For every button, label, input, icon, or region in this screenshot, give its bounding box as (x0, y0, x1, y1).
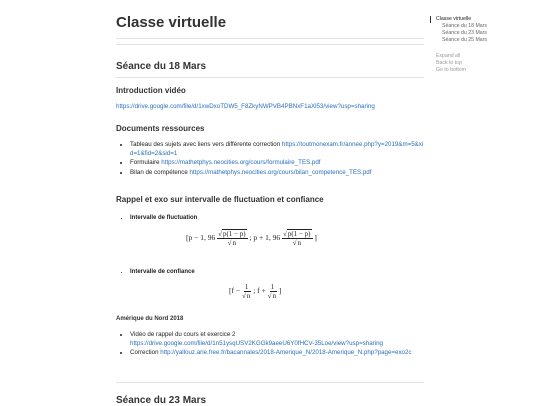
amerique-video-link[interactable]: https://drive.google.com/file/d/1n51ysqUSV2KGGk9aeeU6Y0fHCV-35Loe/view?usp=sharing (130, 339, 383, 347)
fluct-label: • Intervalle de fluctuation (130, 214, 426, 223)
confidence-formula: [f − $\frac{1}{√n}$ ; f + $\frac{1}{√n}$ ] (229, 283, 282, 300)
conf-label: • Intervalle de confiance (130, 268, 426, 277)
table-of-contents (430, 16, 530, 74)
list-item: • Tableau des sujets avec liens vers différente correction https://toutmonexam.fr/annee.php?y=2019&m=5&xid=1&fid=2&sid=1 (130, 141, 426, 158)
intro-video-link[interactable]: https://drive.google.com/file/d/1xwDxoTDW5_F8ZkyNWPVB4PBNxF1aXl53/view?usp=sharing (116, 103, 375, 110)
conf-list (116, 268, 426, 278)
section-heading-seance-18: Séance du 18 Mars (116, 61, 207, 72)
toc-item-seance-18[interactable]: Séance du 18 Mars (442, 23, 487, 29)
doc-link-formulaire[interactable]: https://mathetphys.neocities.org/cours/formulaire_TES.pdf (161, 159, 321, 166)
list-item: • Bilan de compétence https://mathetphys.neocities.org/cours/bilan_competence_TES.pdf (130, 169, 426, 178)
list-item: • Vidéo de rappel du cours et exercice 2 https://drive.google.com/file/d/1n51ysqUSV2KGGk9aeeU6Y0fHCV-35Loe/view?usp=sharing (130, 331, 426, 348)
fluctuation-formula: [p − 1, 96 $\frac{√p(1 - p)}{√n}$ ; p + 1, 96 $\frac{√p(1 - p)}{√n}$ ] (186, 230, 317, 247)
heading-rappel: Rappel et exo sur intervalle de fluctuation et confiance (116, 195, 324, 204)
section-heading-seance-23: Séance du 23 Mars (116, 395, 207, 406)
divider (116, 44, 424, 45)
heading-documents: Documents ressources (116, 124, 205, 133)
toc-expand-all[interactable]: Expand all (436, 53, 461, 59)
heading-introduction-video: Introduction vidéo (116, 86, 186, 95)
divider (116, 382, 424, 383)
fraction: $\frac{1}{√n}$ (241, 283, 251, 300)
divider (116, 77, 424, 78)
fluct-list (116, 214, 426, 224)
fraction: $\frac{√p(1 - p)}{√n}$ (283, 230, 311, 247)
fraction: $\frac{√p(1 - p)}{√n}$ (218, 230, 246, 247)
fraction: $\frac{1}{√n}$ (267, 283, 276, 300)
amerique-correction-link[interactable]: http://yallouz.arie.free.fr/bacannales/2018-Amerique_N/2018-Amerique_N.php?page=exo2c (160, 349, 412, 356)
toc-item-seance-25[interactable]: Séance du 25 Mars (442, 37, 487, 43)
doc-link-tableau[interactable]: https://toutmonexam.fr/annee.php?y=2019&m=5&xid=1&fid=2&sid=1 (130, 141, 424, 157)
page-title: Classe virtuelle (116, 14, 227, 31)
toc-item-seance-23[interactable]: Séance du 23 Mars (442, 30, 487, 36)
toc-active-indicator (430, 16, 431, 23)
intro-paragraph (116, 103, 426, 112)
list-item: • Formulaire https://mathetphys.neocities.org/cours/formulaire_TES.pdf (130, 159, 426, 168)
divider (116, 38, 424, 39)
heading-amerique: Amérique du Nord 2018 (116, 316, 184, 322)
list-item: • Correction http://yallouz.arie.free.fr/bacannales/2018-Amerique_N/2018-Amerique_N.php?page=exo2c (130, 349, 426, 358)
toc-back-to-top[interactable]: Back to top (436, 60, 462, 66)
documents-list (116, 141, 426, 178)
amerique-list (116, 331, 426, 359)
toc-go-to-bottom[interactable]: Go to bottom (436, 67, 466, 73)
toc-item-classe-virtuelle[interactable]: Classe virtuelle (436, 16, 472, 22)
doc-link-bilan[interactable]: https://mathetphys.neocities.org/cours/bilan_competence_TES.pdf (189, 168, 372, 176)
